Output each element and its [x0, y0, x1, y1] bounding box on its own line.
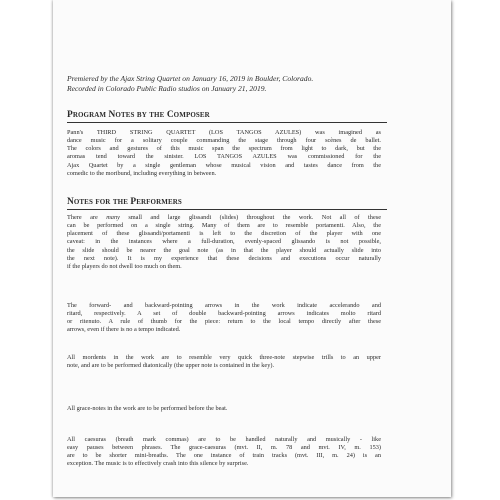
composer-notes-paragraph — [67, 129, 381, 178]
text-line: All caesuras (breath mark commas) are to be handled naturally and musically - like — [67, 436, 381, 443]
text-line — [67, 214, 381, 222]
text-line: placement of these glissandi/portamenti is left to the discretion of the player with one — [67, 230, 381, 238]
composer-notes-heading: Program Notes by the Composer — [67, 110, 387, 123]
text-line: The forward- and backward-pointing arrows in the work indicate accelerando and — [67, 302, 381, 309]
premiere-line: Premiered by the Ajax String Quartet on January 16, 2019 in Boulder, Colorado. — [67, 74, 314, 83]
grace-notes-paragraph — [67, 405, 381, 413]
text-line: the next note). It is my experience that these decisions and executions occur naturally — [67, 254, 381, 262]
text-line: dance music for a solitary couple commanding the stage through four scènes de ballet. — [67, 137, 381, 145]
text-line: All mordents in the work are to resemble very quick three-note stepwise trills to an upper — [67, 354, 381, 361]
mordents-paragraph — [67, 354, 381, 370]
text-line: aromas tend toward the sinister. LOS TANGOS AZULES was commissioned for the — [67, 153, 381, 161]
premiere-note — [67, 74, 377, 95]
text-line: note, and are to be performed diatonically (the upper note is contained in the key). — [67, 362, 275, 370]
text-fragment: small and large glissandi (slides) throughout the work. Not all of these — [119, 214, 381, 221]
text-line: Pann's THIRD STRING QUARTET (LOS TANGOS AZULES) was imagined as — [67, 129, 381, 136]
text-line: easy pauses between phrases. The grace-caesuras (mvt. II, m. 78 and mvt. IV, m. 153) — [67, 444, 381, 452]
text-line: The colors and gestures of this music span the spectrum from light to dark, but the — [67, 145, 381, 153]
performer-notes-heading: Notes for the Performers — [67, 197, 387, 210]
arrows-paragraph — [67, 302, 381, 335]
text-line: Ajax Quartet by a single gentleman whose musical vision and tastes dance from the — [67, 161, 381, 169]
text-line: arrows, even if there is no a tempo indicated. — [67, 326, 181, 334]
text-line: can be performed on a single string. Many of them are to resemble portamenti. Also, the — [67, 222, 381, 230]
premiere-line: Recorded in Colorado Public Radio studios on January 21, 2019. — [67, 84, 267, 94]
glissandi-paragraph — [67, 214, 381, 271]
text-fragment: There are — [67, 214, 107, 221]
text-line: comedic to the moribund, including everything in between. — [67, 169, 217, 177]
text-line: or ritenuto. A rule of thumb for the piece: return to the local tempo directly after these — [67, 318, 381, 326]
text-line: the slide should be nearer the goal note (as in that the player should actually slide into — [67, 246, 381, 254]
caesuras-paragraph — [67, 436, 381, 469]
text-line: if the players do not dwell too much on them. — [67, 262, 182, 270]
text-line: exception. The music is to effectively crash into this silence by surprise. — [67, 460, 249, 468]
text-line: caveat: in the instances where a full-duration, evenly-spaced glissando is not possible, — [67, 238, 381, 246]
text-line: ritard, respectively. A set of double backward-pointing arrows indicates molto ritard — [67, 310, 381, 318]
emphasis-text: many — [106, 214, 120, 221]
text-line: All grace-notes in the work are to be performed before the beat. — [67, 405, 228, 412]
text-line: are to be shorter mini-breaths. The one instance of train tracks (mvt. III, m. 24) is an — [67, 452, 381, 460]
